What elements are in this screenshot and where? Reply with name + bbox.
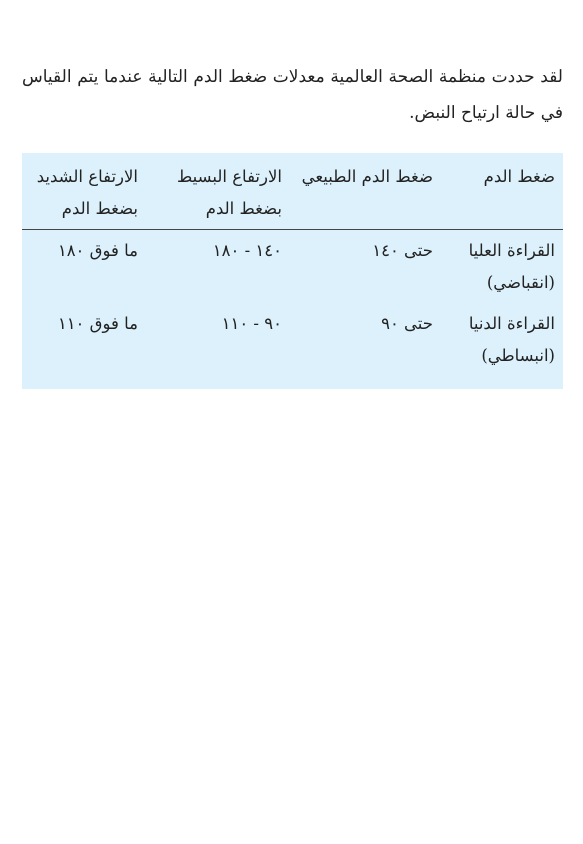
- header-blood-pressure: [484, 161, 555, 193]
- row-upper-severe: ما فوق ١٨٠: [57, 241, 138, 260]
- table-header: [22, 153, 563, 228]
- header-severe-line2: بضغط الدم: [61, 199, 138, 218]
- row-upper-label-line2: (انقباضي): [486, 273, 555, 292]
- header-mild-line1: الارتفاع البسيط: [177, 167, 282, 186]
- row-upper-mild: ١٤٠ - ١٨٠: [212, 241, 282, 260]
- intro-paragraph: لقد حددت منظمة الصحة العالمية معدلات ضغط الدم التالية عندما يتم القياس في حالة ارتياح النبض.: [22, 67, 563, 123]
- header-mild-line2: بضغط الدم: [205, 199, 282, 218]
- row-lower-label-line1: القراءة الدنيا: [468, 314, 555, 333]
- row-lower-label-line2: (انبساطي): [481, 346, 555, 365]
- row-upper-normal: حتى ١٤٠: [372, 241, 433, 260]
- header-divider: [22, 229, 563, 230]
- row-lower-normal: حتى ٩٠: [381, 314, 433, 333]
- row-lower-severe: ما فوق ١١٠: [57, 314, 138, 333]
- row-upper-label: [469, 235, 555, 299]
- blood-pressure-table: [22, 153, 563, 389]
- row-upper-label-line1: القراءة العليا: [468, 241, 555, 260]
- header-mild: [177, 161, 282, 225]
- row-lower-mild: ٩٠ - ١١٠: [221, 314, 282, 333]
- header-normal: [302, 161, 433, 193]
- row-lower-label: [469, 308, 555, 372]
- header-severe-line1: الارتفاع الشديد: [36, 167, 138, 186]
- header-severe: [37, 161, 138, 225]
- header-blood-pressure-line1: ضغط الدم: [483, 167, 555, 186]
- header-normal-line1: ضغط الدم الطبيعي: [301, 167, 433, 186]
